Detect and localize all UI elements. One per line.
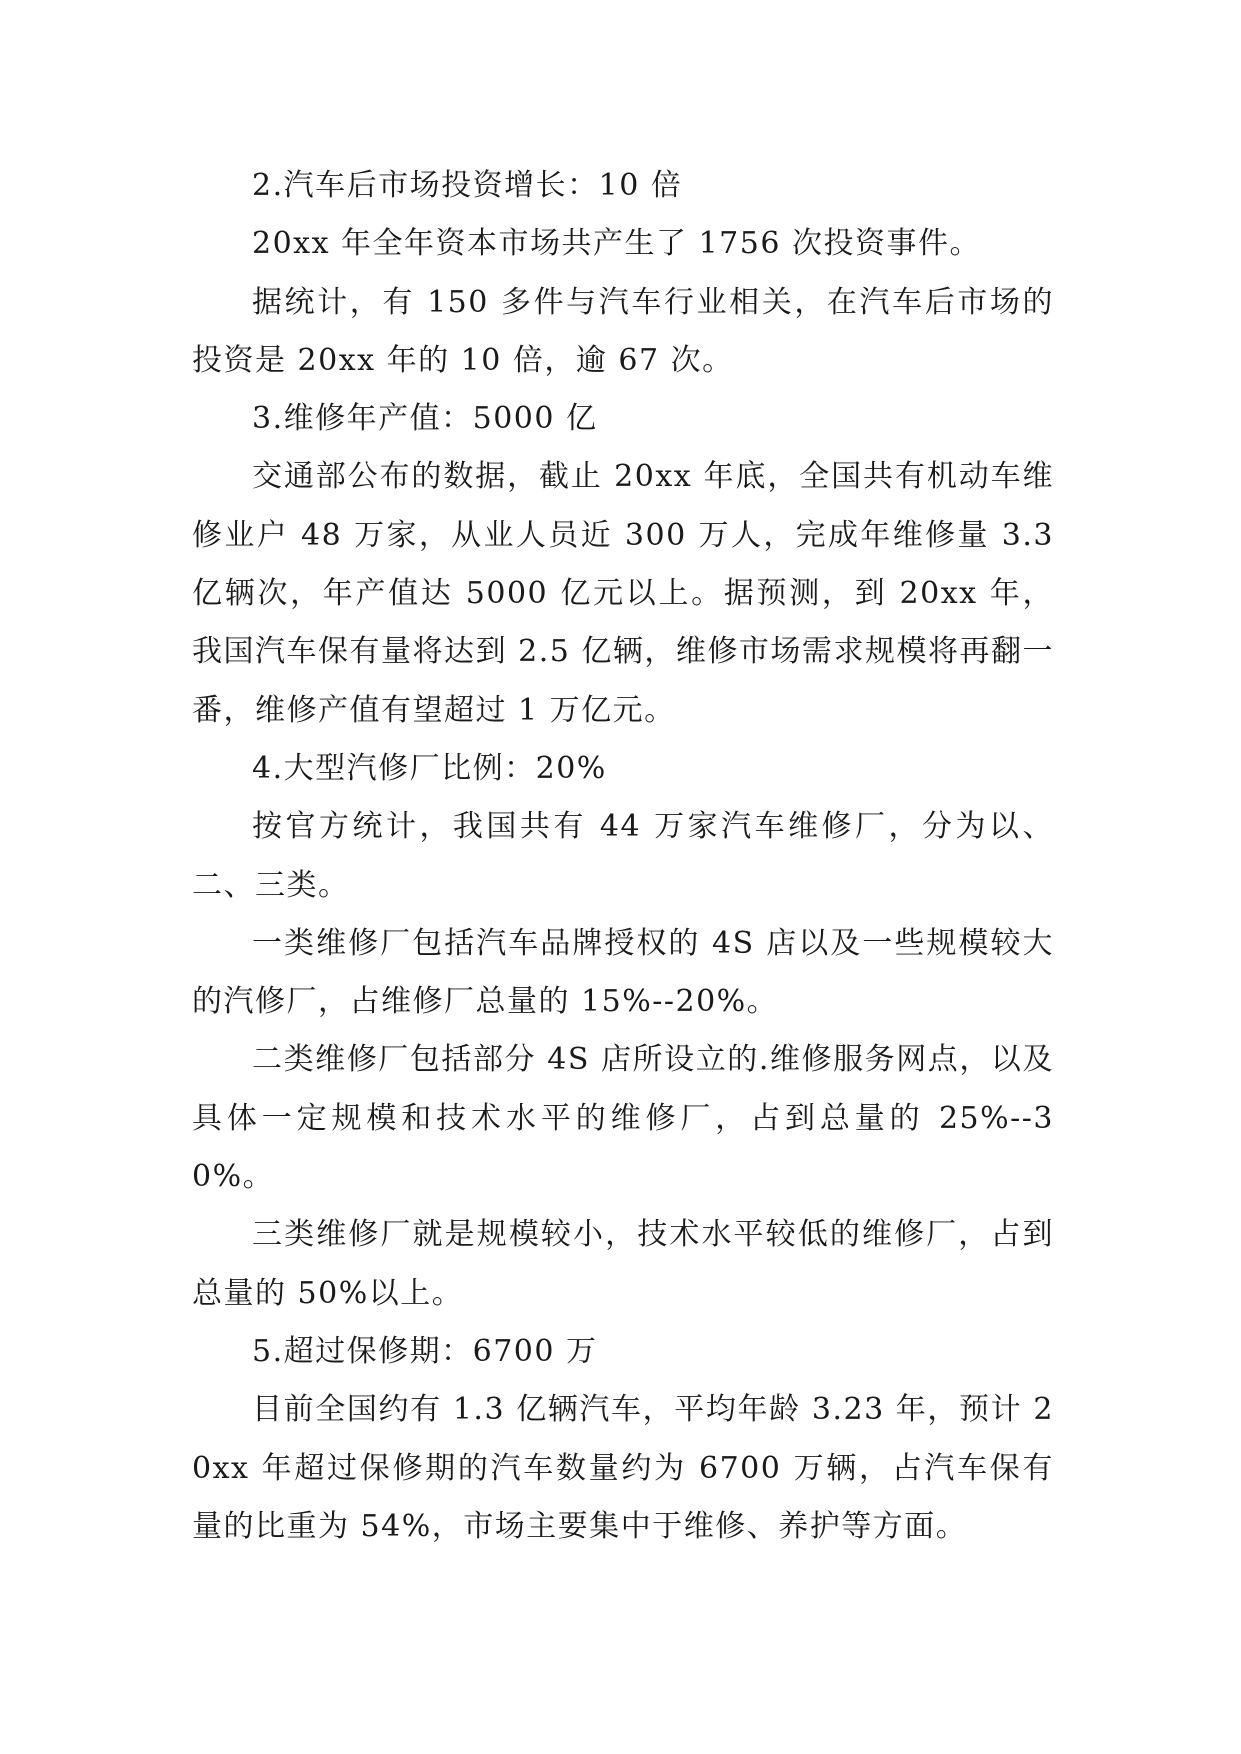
paragraph-investment-events: 20xx 年全年资本市场共产生了 1756 次投资事件。 bbox=[252, 226, 981, 262]
section-heading-large-shop-ratio: 4.大型汽修厂比例：20% bbox=[252, 750, 607, 786]
paragraph-class-two-shops: 二类维修厂包括部分 4S 店所设立的.维修服务网点，以及具体一定规模和技术水平的维修厂，占到总量的 25%--30%。 bbox=[192, 1042, 1054, 1195]
document-body bbox=[192, 157, 1054, 1556]
paragraph-class-three-shops: 三类维修厂就是规模较小，技术水平较低的维修厂，占到总量的 50%以上。 bbox=[192, 1217, 1054, 1311]
paragraph-class-one-shops: 一类维修厂包括汽车品牌授权的 4S 店以及一些规模较大的汽修厂，占维修厂总量的 15%--20%。 bbox=[192, 925, 1054, 1020]
paragraph-investment-statistics: 据统计，有 150 多件与汽车行业相关，在汽车后市场的投资是 20xx 年的 10 倍，逾 67 次。 bbox=[192, 284, 1054, 378]
paragraph-shop-classification: 按官方统计，我国共有 44 万家汽车维修厂，分为以、二、三类。 bbox=[192, 809, 1054, 903]
paragraph-warranty-expiry-data: 目前全国约有 1.3 亿辆汽车，平均年龄 3.23 年，预计 20xx 年超过保修期的汽车数量约为 6700 万辆，占汽车保有量的比重为 54%，市场主要集中于维修、养护等方面。 bbox=[192, 1392, 1054, 1544]
section-heading-investment-growth: 2.汽车后市场投资增长：10 倍 bbox=[252, 168, 683, 203]
section-heading-repair-output: 3.维修年产值：5000 亿 bbox=[252, 401, 598, 437]
section-heading-warranty-expiry: 5.超过保修期：6700 万 bbox=[252, 1333, 598, 1369]
paragraph-repair-output-data: 交通部公布的数据，截止 20xx 年底，全国共有机动车维修业户 48 万家，从业人员近 300 万人，完成年维修量 3.3 亿辆次，年产值达 5000 亿元以上。据预测，到 20xx 年，我国汽车保有量将达到 2.5 亿辆，维修市场需求规模将再翻一番，维修产值有望超过 1 万亿元。 bbox=[192, 459, 1054, 728]
